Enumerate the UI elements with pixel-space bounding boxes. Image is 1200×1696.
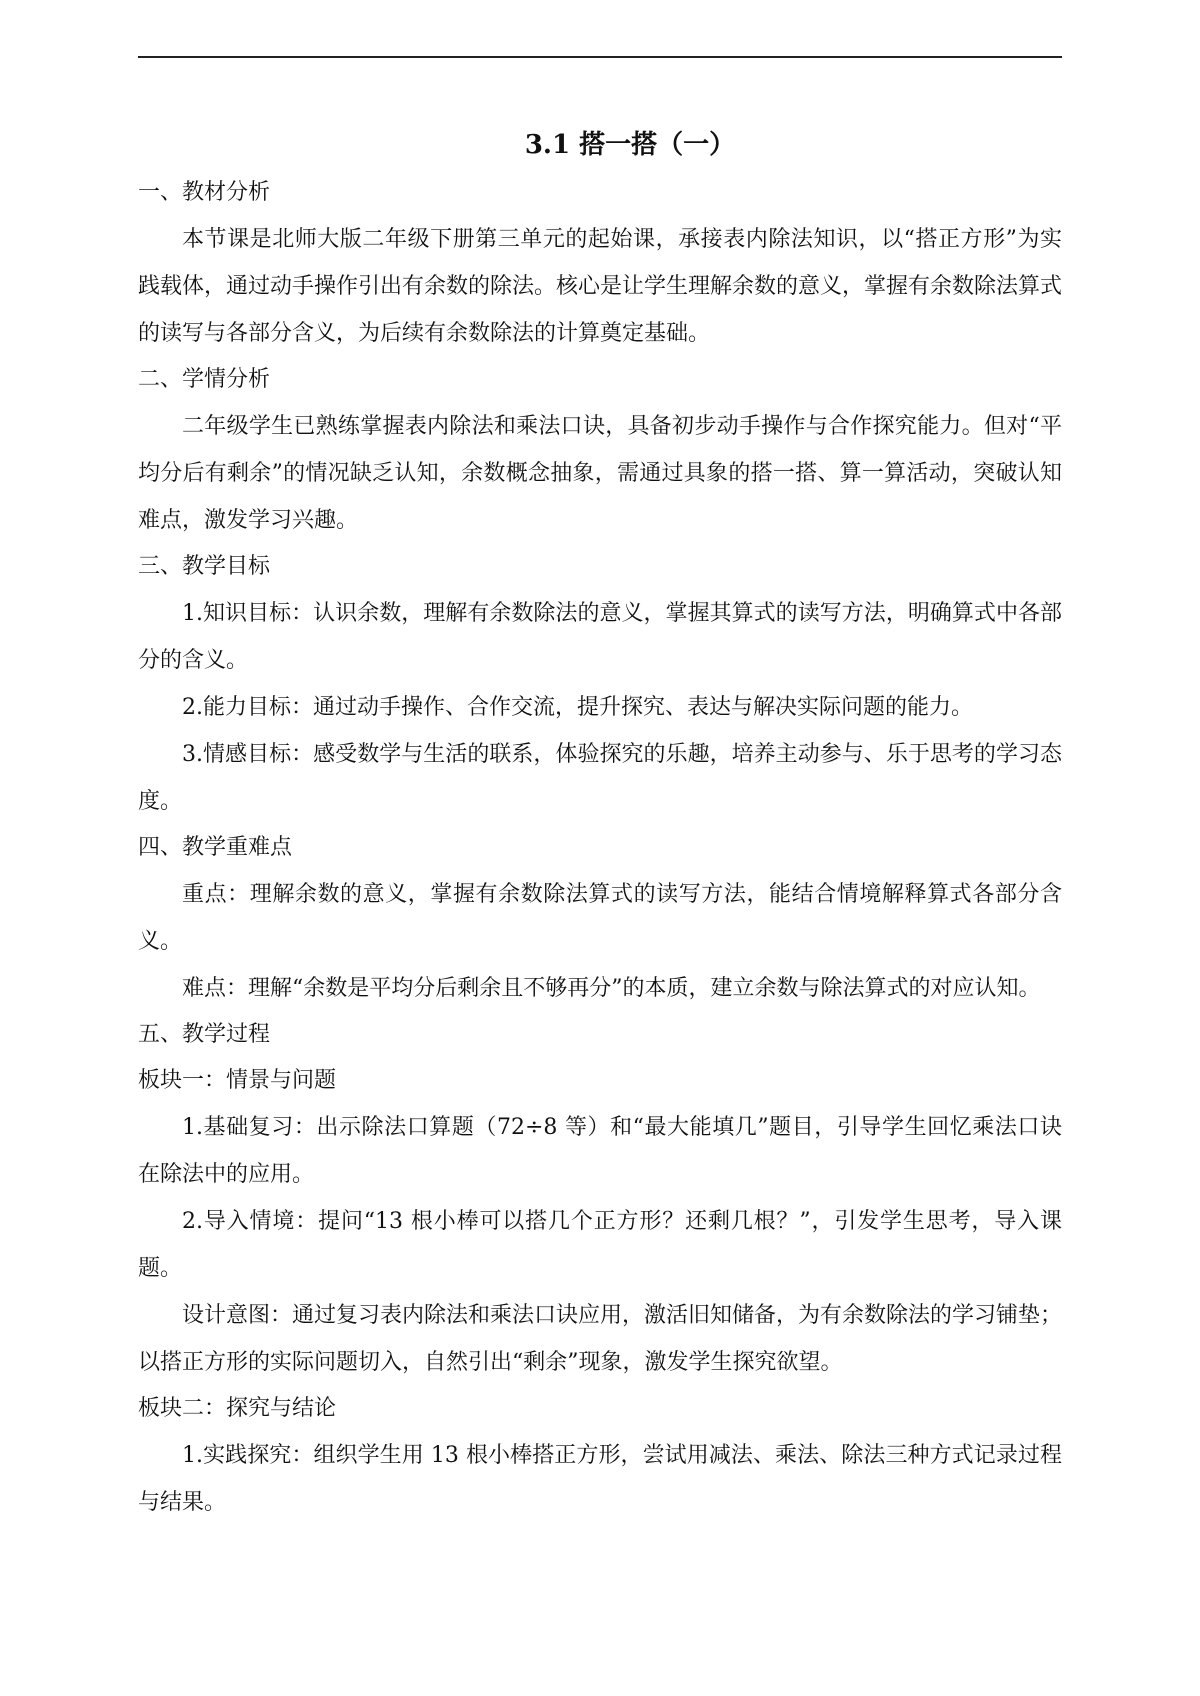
paragraph-knowledge-goal: 1.知识目标：认识余数，理解有余数除法的意义，掌握其算式的读写方法，明确算式中各部分的含义。: [138, 601, 1062, 673]
paragraph-design-intent: 设计意图：通过复习表内除法和乘法口诀应用，激活旧知储备，为有余数除法的学习铺垫；以搭正方形的实际问题切入，自然引出“剩余”现象，激发学生探究欲望。: [138, 1303, 1063, 1375]
section-heading-student-analysis: 二、学情分析: [138, 367, 271, 392]
document-body: [138, 120, 1062, 1526]
paragraph-ability-goal: 2.能力目标：通过动手操作、合作交流，提升探究、表达与解决实际问题的能力。: [182, 695, 973, 720]
block-heading-explore-conclude: 板块二：探究与结论: [138, 1396, 337, 1421]
header-rule: [138, 56, 1062, 58]
section-heading-textbook-analysis: 一、教材分析: [138, 180, 271, 205]
paragraph-textbook-analysis: 本节课是北师大版二年级下册第三单元的起始课，承接表内除法知识，以“搭正方形”为实践载体，通过动手操作引出有余数的除法。核心是让学生理解余数的意义，掌握有余数除法算式的读写与各部分含义，为后续有余数除法的计算奠定基础。: [138, 227, 1063, 346]
block-heading-scene-question: 板块一：情景与问题: [138, 1068, 337, 1093]
section-heading-teaching-process: 五、教学过程: [138, 1022, 271, 1047]
page-title: 3.1 搭一搭（一）: [524, 130, 736, 160]
paragraph-difficult-point: 难点：理解“余数是平均分后剩余且不够再分”的本质，建立余数与除法算式的对应认知。: [182, 976, 1041, 1001]
section-heading-key-points: 四、教学重难点: [138, 835, 293, 860]
section-heading-teaching-goals: 三、教学目标: [138, 554, 271, 579]
paragraph-emotion-goal: 3.情感目标：感受数学与生活的联系，体验探究的乐趣，培养主动参与、乐于思考的学习态度。: [138, 742, 1062, 814]
paragraph-student-analysis: 二年级学生已熟练掌握表内除法和乘法口诀，具备初步动手操作与合作探究能力。但对“平均分后有剩余”的情况缺乏认知，余数概念抽象，需通过具象的搭一搭、算一算活动，突破认知难点，激发学习兴趣。: [138, 414, 1062, 533]
paragraph-practice-explore: 1.实践探究：组织学生用 13 根小棒搭正方形，尝试用减法、乘法、除法三种方式记录过程与结果。: [138, 1443, 1062, 1515]
paragraph-key-point: 重点：理解余数的意义，掌握有余数除法算式的读写方法，能结合情境解释算式各部分含义。: [138, 882, 1062, 954]
paragraph-introduce-scene: 2.导入情境：提问“13 根小棒可以搭几个正方形？还剩几根？”，引发学生思考，导入课题。: [138, 1209, 1062, 1281]
paragraph-basic-review: 1.基础复习：出示除法口算题（72÷8 等）和“最大能填几”题目，引导学生回忆乘法口诀在除法中的应用。: [138, 1115, 1062, 1187]
